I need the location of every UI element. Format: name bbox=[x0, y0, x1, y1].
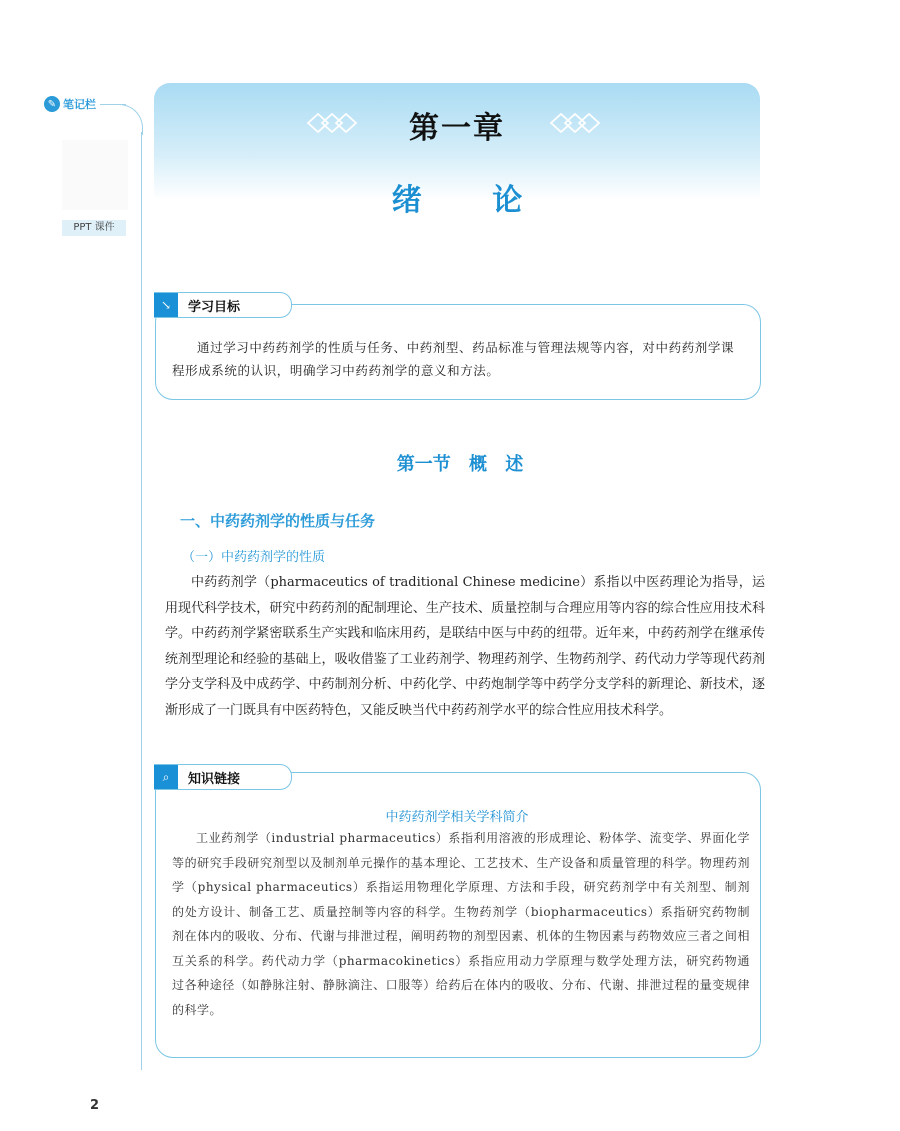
pen-icon: ↘ bbox=[154, 293, 178, 317]
knowledge-link-label: 知识链接 bbox=[188, 771, 241, 787]
magnifier-book-icon: ⌕ bbox=[154, 765, 178, 789]
pencil-circle-icon: ✎ bbox=[44, 96, 60, 112]
note-divider-curve bbox=[114, 104, 143, 135]
heading-level-1: 一、中药药剂学的性质与任务 bbox=[180, 512, 376, 530]
chapter-number: 第一章 bbox=[409, 111, 505, 146]
note-column-label: 笔记栏 bbox=[63, 98, 96, 111]
page-number: 2 bbox=[90, 1098, 100, 1113]
note-column-line bbox=[141, 132, 142, 1070]
body-paragraph: 中药药剂学（pharmaceutics of traditional Chinese medicine）系指以中医药理论为指导，运用现代科学技术，研究中药药剂的配制理论、生产技术、质量控制与合理应用等内容的综合性应用技术科学。中药药剂学紧密联系生产实践和临床用药，是联结中医与中药的纽带。近年来，中药药剂学在继承传统剂型理论和经验的基础上，吸收借鉴了工业药剂学、物理药剂学、生物药剂学、药代动力学等现代药剂学分支学科及中成药学、中药制剂分析、中药化学、中药炮制学等中药学分支学科的新理论、新技术，逐渐形成了一门既具有中医药特色，又能反映当代中药药剂学水平的综合性应用技术科学。 bbox=[165, 575, 765, 718]
chapter-title: 绪 论 bbox=[391, 183, 523, 218]
note-column-header bbox=[44, 96, 96, 112]
diamond-ornament-icon bbox=[549, 113, 601, 133]
ppt-courseware-tag[interactable]: PPT 课件 bbox=[62, 220, 126, 236]
knowledge-link-text: 工业药剂学（industrial pharmaceutics）系指利用溶液的形成理论、粉体学、流变学、界面化学等的研究手段研究剂型以及制剂单元操作的基本理论、工艺技术、生产设备和质量管理的科学。物理药剂学（physical pharmaceutics）系指运用物理化学原理、方法和手段，研究药剂学中有关剂型、制剂的处方设计、制备工艺、质量控制等内容的科学。生物药剂学（biopharmaceutics）系指研究药物制剂在体内的吸收、分布、代谢与排泄过程，阐明药物的剂型因素、机体的生物因素与药物效应三者之间相互关系的科学。药代动力学（pharmacokinetics）系指应用动力学原理与数学处理方法，研究药物通过各种途径（如静脉注射、静脉滴注、口服等）给药后在体内的吸收、分布、代谢、排泄过程的量变规律的科学。 bbox=[172, 831, 750, 1017]
learning-goals-label: 学习目标 bbox=[188, 299, 241, 315]
knowledge-link-title: 中药药剂学相关学科简介 bbox=[385, 810, 529, 825]
section-title: 第一节 概 述 bbox=[396, 454, 524, 475]
knowledge-link-tab bbox=[154, 764, 292, 790]
chapter-banner bbox=[154, 83, 760, 233]
learning-goals-tab bbox=[154, 292, 292, 318]
qr-code[interactable] bbox=[62, 140, 128, 210]
heading-level-2: （一）中药药剂学的性质 bbox=[182, 550, 326, 565]
learning-goals-text: 通过学习中药药剂学的性质与任务、中药剂型、药品标准与管理法规等内容，对中药药剂学课程形成系统的认识，明确学习中药药剂学的意义和方法。 bbox=[172, 340, 735, 378]
